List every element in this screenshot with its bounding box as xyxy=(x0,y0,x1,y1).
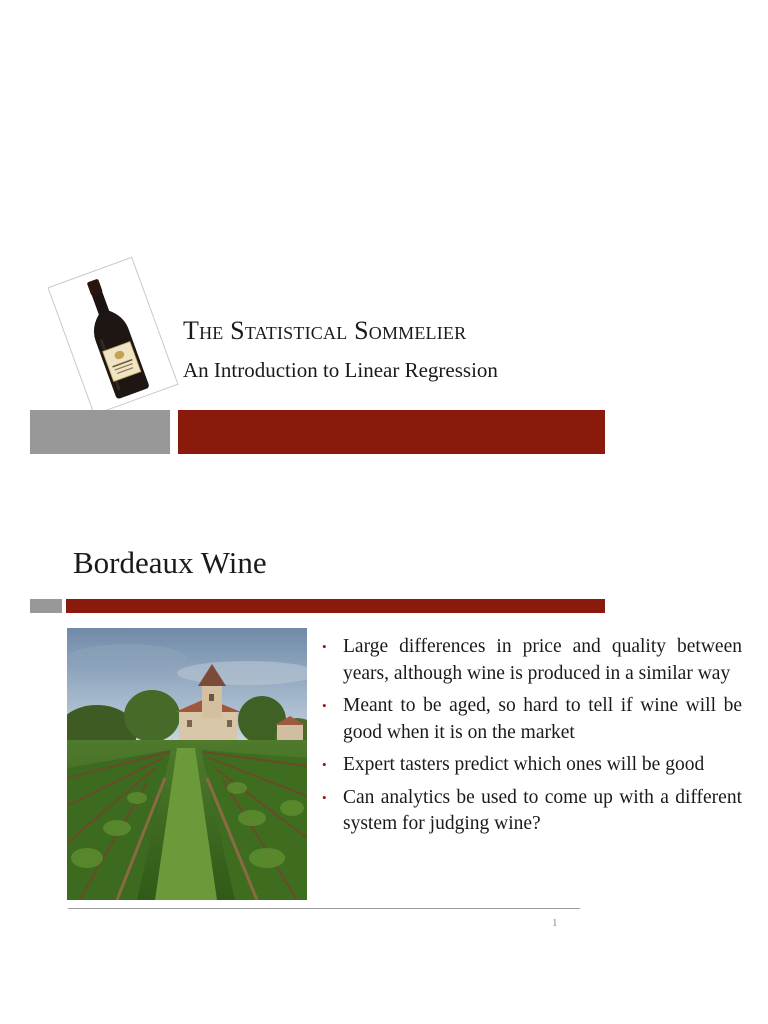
slide-grey-accent-bar xyxy=(30,599,62,613)
title-grey-accent-bar xyxy=(30,410,170,454)
wine-bottle-image xyxy=(47,257,178,416)
footer-divider xyxy=(68,908,580,909)
bullet-dot-icon: • xyxy=(322,789,327,805)
bullet-text: Expert tasters predict which ones will be good xyxy=(343,754,705,775)
slide-title: Bordeaux Wine xyxy=(73,545,267,580)
wine-bottle-icon xyxy=(49,258,178,414)
presentation-subtitle: An Introduction to Linear Regression xyxy=(183,358,498,382)
bullet-text: Meant to be aged, so hard to tell if wine will be good when it is on the market xyxy=(343,695,742,743)
bullet-item xyxy=(322,634,742,687)
presentation-title: The Statistical Sommelier xyxy=(183,316,467,345)
bullet-list xyxy=(322,634,742,844)
bullet-item xyxy=(322,785,742,838)
bullet-item xyxy=(322,752,742,779)
page-number: 1 xyxy=(552,917,558,929)
title-red-accent-bar xyxy=(178,410,605,454)
vineyard-chateau-image xyxy=(67,628,307,900)
bullet-text: Large differences in price and quality between years, although wine is produced in a similar way xyxy=(343,636,742,684)
slide-red-accent-bar xyxy=(66,599,605,613)
bullet-item xyxy=(322,693,742,746)
vineyard-photo xyxy=(67,628,307,900)
bullet-dot-icon: • xyxy=(322,757,327,772)
bullet-text: Can analytics be used to come up with a different system for judging wine? xyxy=(343,786,742,834)
bullet-dot-icon: • xyxy=(322,698,327,713)
bullet-dot-icon: • xyxy=(322,639,327,654)
